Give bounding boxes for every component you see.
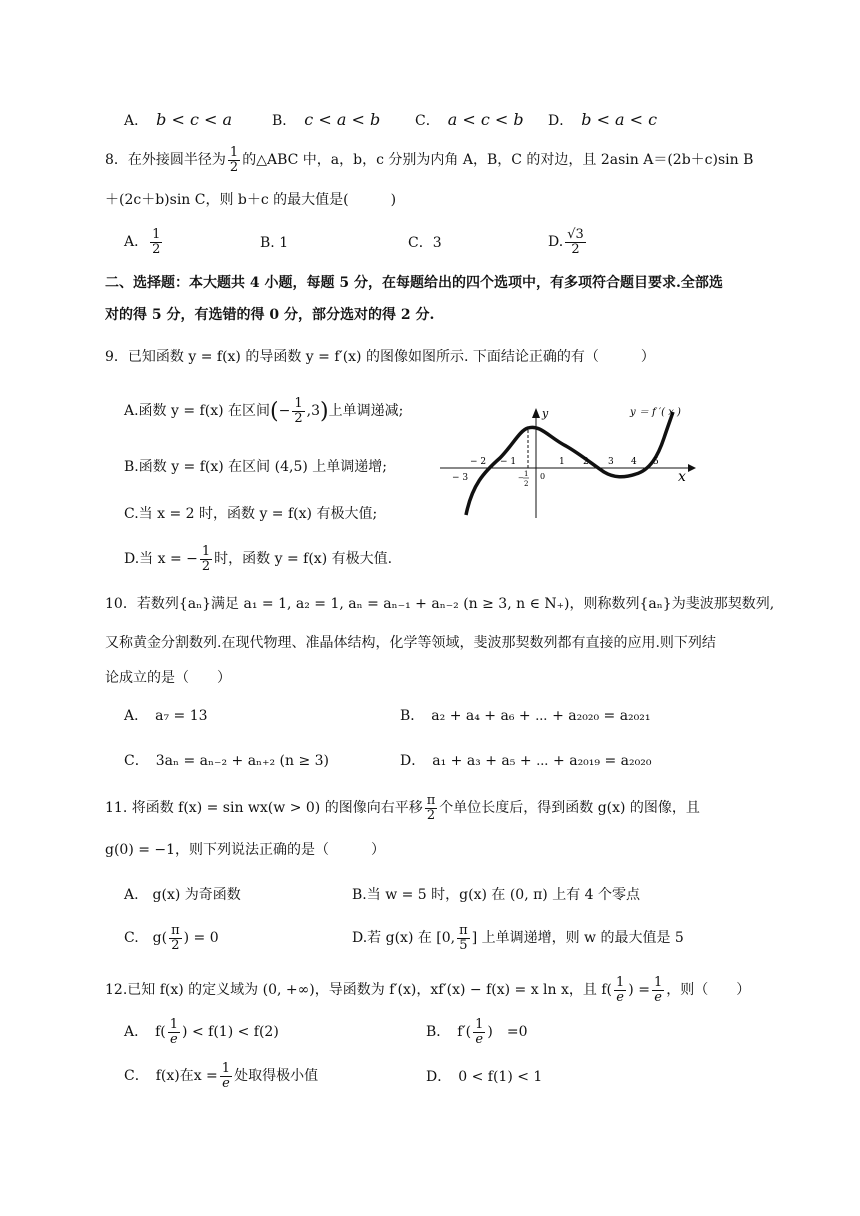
q11-option-b: B.当 w = 5 时，g(x) 在 (0, π) 上有 4 个零点 [352, 887, 641, 903]
tick-m1: − 1 [500, 457, 517, 467]
q10-option-a: A． a₇ = 13 [124, 708, 208, 724]
q9-option-b: B.函数 y = f(x) 在区间 (4,5) 上单调递增; [124, 459, 387, 475]
q8-option-d: D. $\frac{√3}{2}$ [548, 227, 584, 257]
q12-option-d: D． 0 < f(1) < 1 [426, 1069, 543, 1085]
q11-stem-line1: 11. 将函数 f(x) = sin wx(w > 0) 的图像向右平移 $\frac{\pi}{2}$ 个单位长度后，得到函数 g(x) 的图像，且 [105, 793, 700, 823]
tick-half-sign: − [518, 474, 524, 482]
curve-label: y ＝ f ′( x ) [630, 407, 681, 418]
tick-half-num: 1 [524, 470, 529, 478]
q10-stem-line1: 10．若数列{aₙ}满足 a₁ = 1, a₂ = 1, aₙ = aₙ₋₁ + aₙ₋₂ (n ≥ 3, n ∈ N₊)，则称数列{aₙ}为斐波那契数列, [105, 596, 775, 612]
tick-5: 5 [653, 457, 659, 467]
q9-option-d: D.当 x = − $\frac{1}{2}$ 时，函数 y = f(x) 有极大值. [124, 544, 393, 574]
tick-1: 1 [559, 457, 565, 467]
y-axis-label: y [542, 407, 549, 420]
q7-option-d: D． b < a < c [548, 110, 658, 129]
q12-option-a: A． f( $\frac{1}{e}$ ) < f(1) < f(2) [124, 1017, 279, 1047]
q7-option-b: B． c < a < b [272, 110, 381, 129]
q8-radius-fraction: $\frac{1}{2}$ [229, 145, 239, 175]
q9-derivative-graph [440, 400, 700, 525]
q9-stem: 9．已知函数 y = f(x) 的导函数 y = f′(x) 的图像如图所示. 下面结论正确的有（ ） [105, 349, 655, 365]
tick-3: 3 [608, 457, 614, 467]
q10-option-d: D． a₁ + a₃ + a₅ + ⋯ + a₂₀₁₉ = a₂₀₂₀ [400, 753, 652, 769]
q7-option-a: A． b < c < a [124, 110, 233, 129]
section2-heading-line2: 对的得 5 分，有选错的得 0 分，部分选对的得 2 分. [105, 307, 435, 323]
q10-stem-line3: 论成立的是（ ） [105, 670, 231, 686]
q9-option-c: C.当 x = 2 时，函数 y = f(x) 有极大值; [124, 506, 378, 522]
q12-option-b: B． f′( $\frac{1}{e}$ ) =0 [426, 1017, 528, 1047]
q10-option-b: B． a₂ + a₄ + a₆ + ⋯ + a₂₀₂₀ = a₂₀₂₁ [400, 708, 651, 724]
q8-option-b: B. 1 [260, 235, 289, 251]
tick-m2: − 2 [470, 457, 487, 467]
tick-4: 4 [631, 457, 637, 467]
q11-option-a: A. g(x) 为奇函数 [124, 887, 241, 903]
q8-stem-line2: ＋(2c＋b)sin C，则 b＋c 的最大值是( ) [105, 192, 397, 208]
y-axis-arrow [532, 408, 540, 418]
q11-option-d: D.若 g(x) 在 [0, $\frac{\pi}{5}$ ] 上单调递增，则 w 的最大值是 5 [352, 923, 684, 953]
tick-half-den: 2 [524, 480, 529, 488]
x-axis-label: x [678, 469, 686, 485]
q8-option-c: C．3 [408, 235, 442, 251]
tick-m3: − 3 [452, 473, 469, 483]
q12-stem: 12.已知 f(x) 的定义域为 (0, +∞)，导函数为 f′(x)，xf′(x) − f(x) = x ln x，且 f( $\frac{1}{e}$ ) = $\frac{1}{e}$ ，则（ ） [105, 975, 751, 1005]
tick-2: 2 [583, 457, 589, 467]
origin-label: 0 [540, 472, 546, 481]
q8-stem-line1: 8．在外接圆半径为 $\frac{1}{2}$ 的△ABC 中，a，b，c 分别为内角 A，B，C 的对边，且 2asin A＝(2b＋c)sin B [105, 145, 754, 175]
q10-stem-line2: 又称黄金分割数列.在现代物理、准晶体结构，化学等领域，斐波那契数列都有直接的应用.则下列结 [105, 635, 716, 651]
q10-option-c: C． 3aₙ = aₙ₋₂ + aₙ₊₂ (n ≥ 3) [124, 753, 330, 769]
q7-option-c: C． a < c < b [415, 110, 524, 129]
q8-option-a: A． $\frac{1}{2}$ [124, 227, 161, 257]
x-axis-arrow [688, 464, 696, 472]
section2-heading-line1: 二、选择题：本大题共 4 小题，每题 5 分，在每题给出的四个选项中，有多项符合题目要求.全部选 [105, 275, 723, 291]
q9-option-a: A.函数 y = f(x) 在区间(− $\frac{1}{2}$ ,3)上单调递减; [124, 396, 404, 426]
q11-option-c: C. g( $\frac{\pi}{2}$ ) = 0 [124, 923, 219, 953]
q11-stem-line2: g(0) = −1，则下列说法正确的是（ ） [105, 842, 386, 858]
q12-option-c: C． f(x)在x = $\frac{1}{e}$ 处取得极小值 [124, 1061, 319, 1091]
derivative-curve [466, 412, 673, 515]
